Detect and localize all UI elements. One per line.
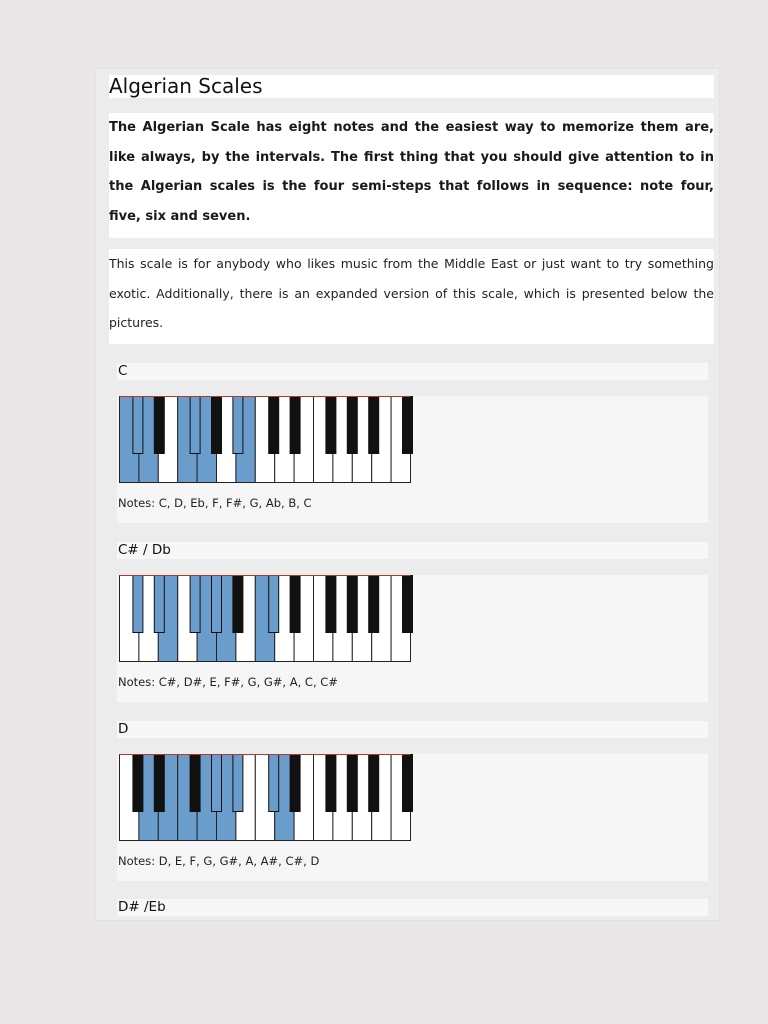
black-key (233, 576, 243, 633)
scale-card-c-sharp (117, 575, 708, 702)
black-key (190, 755, 200, 812)
scale-notes: Notes: D, E, F, G, G#, A, A#, C#, D (118, 854, 320, 868)
black-key (347, 755, 357, 812)
description-block (109, 249, 714, 344)
scale-name: C# / Db (118, 542, 171, 558)
black-key (133, 576, 143, 633)
black-key (369, 397, 379, 454)
black-key (154, 755, 164, 812)
black-key (269, 755, 279, 812)
black-key (369, 755, 379, 812)
black-key (212, 755, 222, 812)
black-key (233, 397, 243, 454)
black-key (369, 576, 379, 633)
scale-name: C (118, 363, 128, 379)
black-key (326, 397, 336, 454)
black-key (269, 397, 279, 454)
page (95, 68, 720, 921)
black-key (212, 576, 222, 633)
scale-heading-c (117, 363, 708, 380)
black-key (347, 397, 357, 454)
black-key (133, 755, 143, 812)
black-key (190, 397, 200, 454)
piano-keyboard (119, 396, 413, 486)
black-key (403, 576, 413, 633)
title-bar (109, 75, 714, 98)
black-key (326, 576, 336, 633)
intro-text: The Algerian Scale has eight notes and the easiest way to memorize them are, like always, by the intervals. The first thing that you should give attention to in the Algerian scales is the four semi-steps that follows in sequence: note four, five, six and seven. (109, 120, 714, 224)
page-title: Algerian Scales (109, 74, 263, 98)
piano-keyboard (119, 575, 413, 665)
black-key (403, 397, 413, 454)
black-key (190, 576, 200, 633)
black-key (233, 755, 243, 812)
black-key (403, 755, 413, 812)
scale-notes: Notes: C, D, Eb, F, F#, G, Ab, B, C (118, 496, 312, 510)
black-key (133, 397, 143, 454)
scale-notes: Notes: C#, D#, E, F#, G, G#, A, C, C# (118, 675, 338, 689)
scale-card-d (117, 754, 708, 881)
scale-heading-c-sharp (117, 542, 708, 559)
black-key (269, 576, 279, 633)
black-key (212, 397, 222, 454)
black-key (154, 397, 164, 454)
black-key (290, 755, 300, 812)
scale-name: D# /Eb (118, 899, 166, 915)
intro-block (109, 113, 714, 238)
black-key (290, 576, 300, 633)
piano-keyboard (119, 754, 413, 844)
black-key (154, 576, 164, 633)
description-text: This scale is for anybody who likes music from the Middle East or just want to try something exotic. Additionally, there is an expanded version of this scale, which is presented below the pictures. (109, 256, 714, 330)
scale-name: D (118, 721, 129, 737)
scale-heading-d-sharp (117, 899, 708, 916)
black-key (326, 755, 336, 812)
scale-heading-d (117, 721, 708, 738)
black-key (347, 576, 357, 633)
scale-card-c (117, 396, 708, 523)
black-key (290, 397, 300, 454)
